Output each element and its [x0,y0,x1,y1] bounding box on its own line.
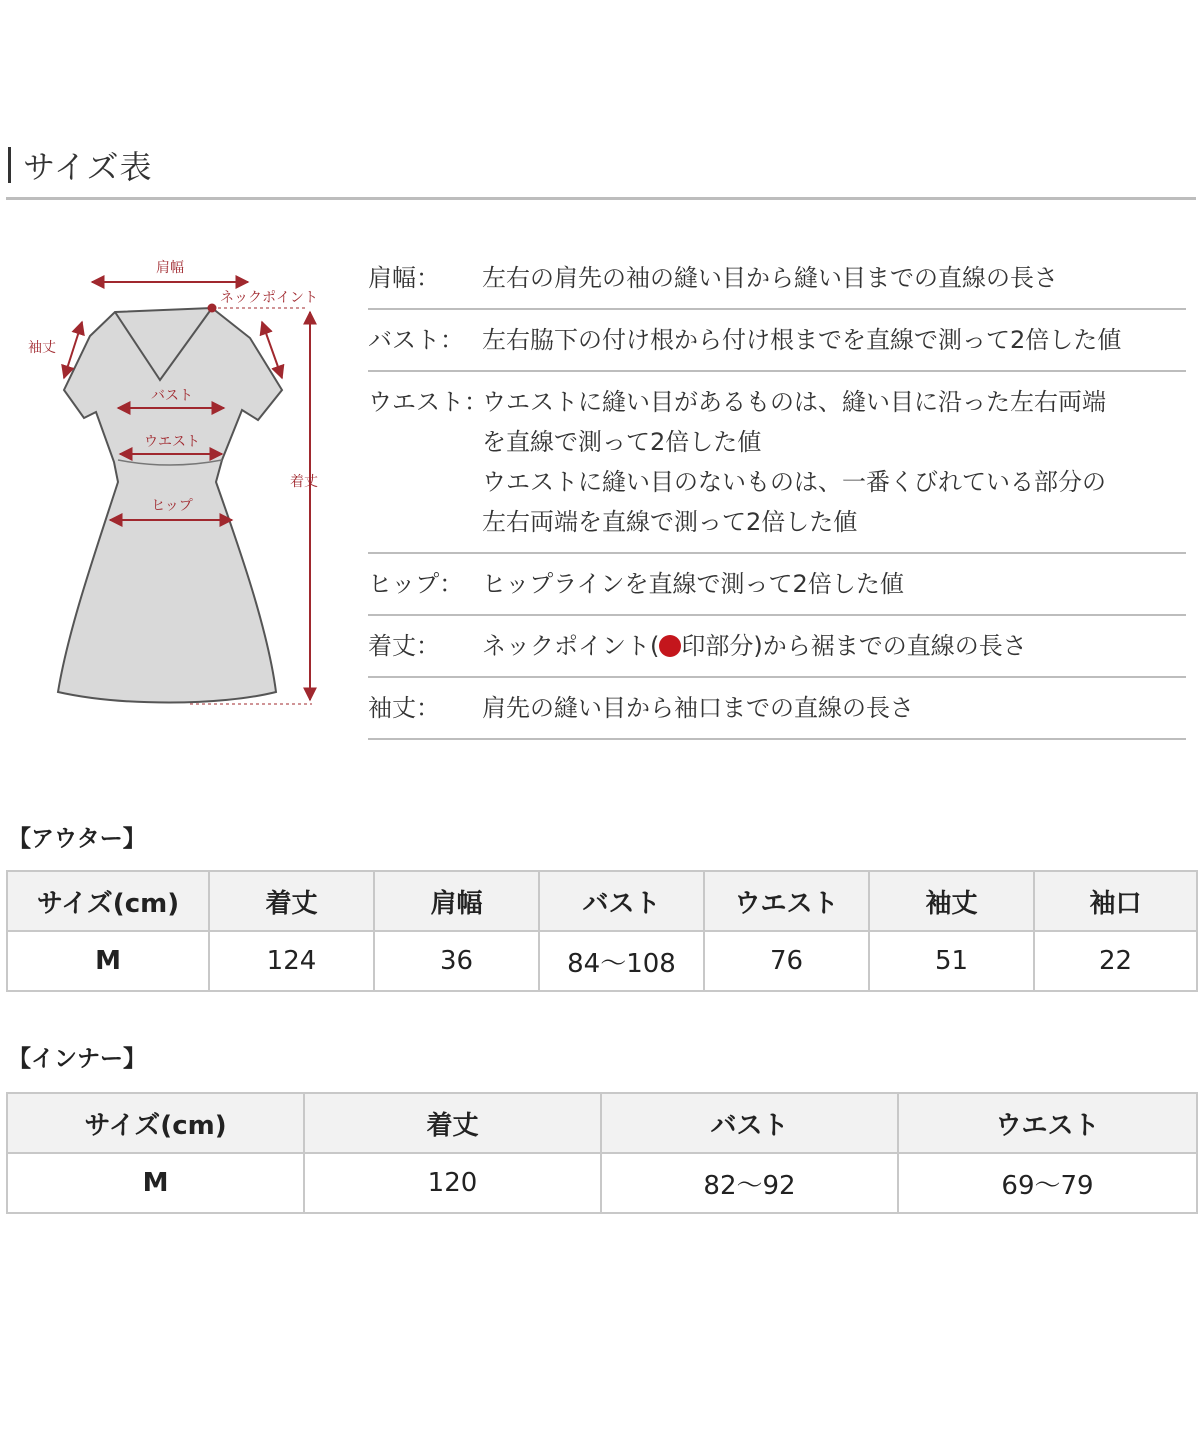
inner-size-table [6,1092,1198,1214]
definition-desc [482,564,1186,604]
table-row [7,1153,1197,1213]
measurement-definitions [368,248,1186,740]
definition-desc [482,258,1186,298]
table-row [7,931,1197,991]
table-cell: 76 [704,931,869,991]
definition-text-after-dot: 印部分)から裾までの直線の長さ [681,632,1027,660]
table-header-cell: 着丈 [209,871,374,931]
shoulder-label: 肩幅 [156,260,184,276]
table-cell: 124 [209,931,374,991]
table-header-cell: 袖丈 [869,871,1034,931]
table-cell: 84～108 [539,931,704,991]
definition-desc [482,626,1186,666]
table-header-row [7,871,1197,931]
definition-line [482,626,1186,666]
definition-term: 袖丈： [368,694,440,722]
definition-line: ウエストに縫い目のないものは、一番くびれている部分の [482,468,1106,496]
hip-label: ヒップ [151,498,193,514]
definition-line: 左右の肩先の袖の縫い目から縫い目までの直線の長さ [482,264,1058,292]
definition-hip [368,554,1186,616]
page-title: サイズ表 [23,148,153,186]
table-cell: 51 [869,931,1034,991]
table-cell: 82～92 [601,1153,898,1213]
definition-length [368,616,1186,678]
definition-shoulder [368,248,1186,310]
table-header-cell: 袖口 [1034,871,1197,931]
table-cell: M [7,1153,304,1213]
waist-label: ウエスト [144,434,200,450]
definition-term: バスト： [368,326,464,354]
table-cell: 69～79 [898,1153,1197,1213]
definition-line: ウエストに縫い目があるものは、縫い目に沿った左右両端 [482,388,1106,416]
table-cell: 36 [374,931,539,991]
bust-label: バスト [151,388,193,404]
table-header-cell: バスト [539,871,704,931]
definition-waist [368,372,1186,554]
table-header-cell: ウエスト [898,1093,1197,1153]
table-cell: M [7,931,209,991]
definition-desc [482,382,1186,542]
sleeve-label: 袖丈 [28,340,56,356]
garment-diagram [20,250,350,720]
inner-table-caption: 【インナー】 [8,1046,146,1072]
title-divider [6,197,1196,200]
definition-term: 肩幅： [368,264,440,292]
table-cell: 120 [304,1153,601,1213]
definition-sleeve [368,678,1186,740]
definition-text-before-dot: ネックポイント( [482,632,660,660]
definition-line: を直線で測って2倍した値 [482,428,762,456]
neck-point-label: ネックポイント [220,290,318,306]
definition-line: 左右両端を直線で測って2倍した値 [482,508,858,536]
red-dot-icon [659,635,681,657]
title-bar [8,147,11,183]
table-header-row [7,1093,1197,1153]
section-title [8,140,152,190]
definition-term: ヒップ： [368,570,464,598]
table-header-cell: 肩幅 [374,871,539,931]
definition-line: 左右脇下の付け根から付け根までを直線で測って2倍した値 [482,326,1122,354]
definition-bust [368,310,1186,372]
definition-desc [482,688,1186,728]
definition-term: ウエスト： [368,388,488,416]
garment-diagram-svg [20,250,350,720]
definition-term: 着丈： [368,632,440,660]
table-header-cell: サイズ(cm) [7,871,209,931]
table-cell: 22 [1034,931,1197,991]
definition-line: 肩先の縫い目から袖口までの直線の長さ [482,694,914,722]
definition-desc [482,320,1186,360]
table-header-cell: 着丈 [304,1093,601,1153]
outer-size-table [6,870,1198,992]
definition-line: ヒップラインを直線で測って2倍した値 [482,570,904,598]
length-label: 着丈 [290,474,318,490]
table-header-cell: ウエスト [704,871,869,931]
table-header-cell: サイズ(cm) [7,1093,304,1153]
table-header-cell: バスト [601,1093,898,1153]
outer-table-caption: 【アウター】 [8,826,146,852]
